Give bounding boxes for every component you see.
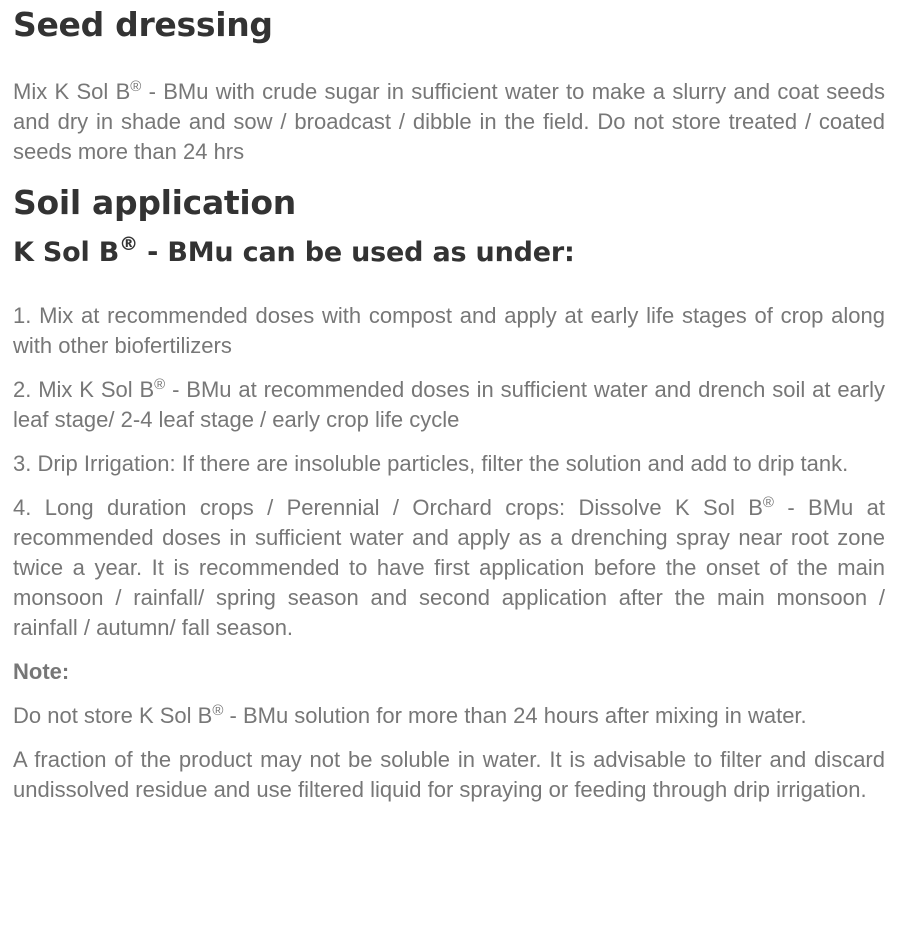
registered-mark: ® [154,376,166,393]
registered-mark: ® [119,233,138,255]
item-text: 3. Drip Irrigation: If there are insoluble particles, filter the solution and add to drip tank. [13,451,849,476]
item-text-pre: 2. Mix K Sol B [13,377,155,402]
soil-application-heading: Soil application [13,183,296,222]
seed-dressing-heading: Seed dressing [13,5,273,44]
seed-dressing-text [13,77,885,167]
seed-text-post: - BMu with crude sugar in sufficient water to make a slurry and coat seeds and dry in shade and sow / broadcast / dibble in the field. Do not store treated / coated seeds more than 24 hrs [13,79,885,164]
usage-subheading [13,235,885,271]
item-text: 1. Mix at recommended doses with compost and apply at early life stages of crop along with other biofertilizers [13,303,885,358]
usage-item-1 [13,301,885,361]
item-text-post: - BMu at recommended doses in sufficient water and apply as a drenching spray near root zone twice a year. It is recommended to have first application before the onset of the main monsoon / rainfall/ spring season and second application after the main monsoon / rainfall / autumn/ fall season. [13,495,885,640]
note-label: Note: [13,659,70,684]
subheading-post: - BMu can be used as under: [137,237,575,268]
registered-mark: ® [212,702,224,719]
note-text-pre: Do not store K Sol B [13,703,213,728]
registered-mark: ® [130,78,142,95]
note-line-1 [13,701,885,731]
item-text-pre: 4. Long duration crops / Perennial / Orchard crops: Dissolve K Sol B [13,495,763,520]
usage-item-2 [13,375,885,435]
seed-text-pre: Mix K Sol B [13,79,131,104]
subheading-pre: K Sol B [13,237,120,268]
note-line-2: A fraction of the product may not be soluble in water. It is advisable to filter and discard undissolved residue and use filtered liquid for spraying or feeding through drip irrigation. [13,747,885,802]
registered-mark: ® [762,494,774,511]
note-text-post: - BMu solution for more than 24 hours after mixing in water. [223,703,807,728]
usage-item-4 [13,493,885,643]
item-text-post: - BMu at recommended doses in sufficient water and drench soil at early leaf stage/ 2-4 leaf stage / early crop life cycle [13,377,886,432]
usage-item-3 [13,449,885,479]
